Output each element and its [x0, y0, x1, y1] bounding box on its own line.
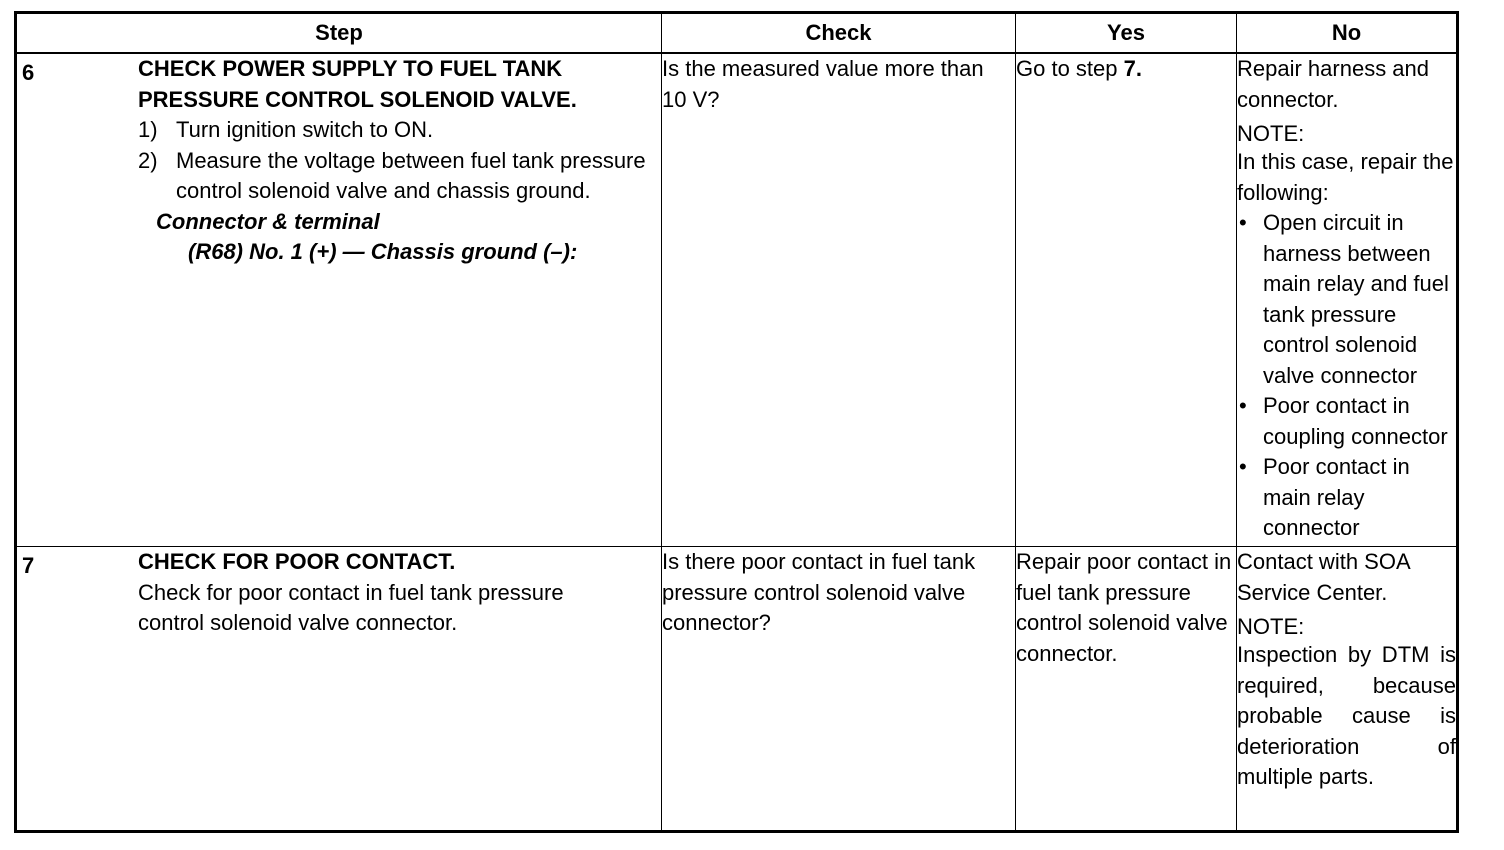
header-no: No	[1237, 13, 1458, 54]
header-row	[16, 13, 1458, 54]
header-check: Check	[662, 13, 1016, 54]
no-cell	[1237, 547, 1458, 832]
note-label: NOTE:	[1237, 121, 1305, 146]
check-text: Is the measured value more than 10 V?	[662, 56, 984, 112]
yes-cell	[1016, 547, 1237, 832]
header-yes: Yes	[1016, 13, 1237, 54]
yes-text: Repair poor contact in fuel tank pressure control solenoid valve connector.	[1016, 549, 1232, 666]
step-link[interactable]: 7.	[1123, 56, 1142, 81]
step-title: CHECK POWER SUPPLY TO FUEL TANK PRESSURE CONTROL SOLENOID VALVE.	[138, 56, 577, 112]
note-text: Inspection by DTM is required, because probable cause is deterioration of multiple parts.	[1237, 642, 1456, 789]
note-label: NOTE:	[1237, 614, 1305, 639]
step-title: CHECK FOR POOR CONTACT.	[138, 549, 456, 574]
list-item: 2) Measure the voltage between fuel tank pressure control solenoid valve and chassis ground.	[138, 147, 646, 203]
check-cell	[662, 53, 1016, 547]
diagnostic-table	[14, 11, 1459, 833]
bullet-icon: •	[1239, 454, 1247, 479]
step-number: 7	[22, 553, 35, 578]
yes-cell	[1016, 53, 1237, 547]
bullet-icon: •	[1239, 210, 1247, 235]
bullet-item: • Poor contact in main relay connector	[1237, 452, 1456, 544]
step-body: Check for poor contact in fuel tank pressure control solenoid valve connector.	[138, 579, 564, 635]
bullet-item: • Open circuit in harness between main relay and fuel tank pressure control solenoid valve connector	[1237, 208, 1456, 391]
step-cell	[16, 53, 662, 547]
yes-text: Go to step 7.	[1016, 56, 1142, 81]
check-cell	[662, 547, 1016, 832]
note-text: In this case, repair the following:	[1237, 149, 1454, 205]
step-number: 6	[22, 60, 35, 85]
connector-value: (R68) No. 1 (+) — Chassis ground (–):	[188, 239, 578, 264]
no-cell	[1237, 53, 1458, 547]
header-step: Step	[16, 13, 662, 54]
check-text: Is there poor contact in fuel tank pressure control solenoid valve connector?	[662, 549, 976, 635]
list-item: 1) Turn ignition switch to ON.	[138, 117, 434, 142]
table-row	[16, 547, 1458, 832]
connector-label: Connector & terminal	[156, 208, 380, 234]
no-text: Repair harness and connector.	[1237, 56, 1430, 112]
table-row	[16, 53, 1458, 547]
step-cell	[16, 547, 662, 832]
no-text: Contact with SOA Service Center.	[1237, 549, 1410, 605]
bullet-item: • Poor contact in coupling connector	[1237, 391, 1456, 452]
bullet-icon: •	[1239, 393, 1247, 418]
